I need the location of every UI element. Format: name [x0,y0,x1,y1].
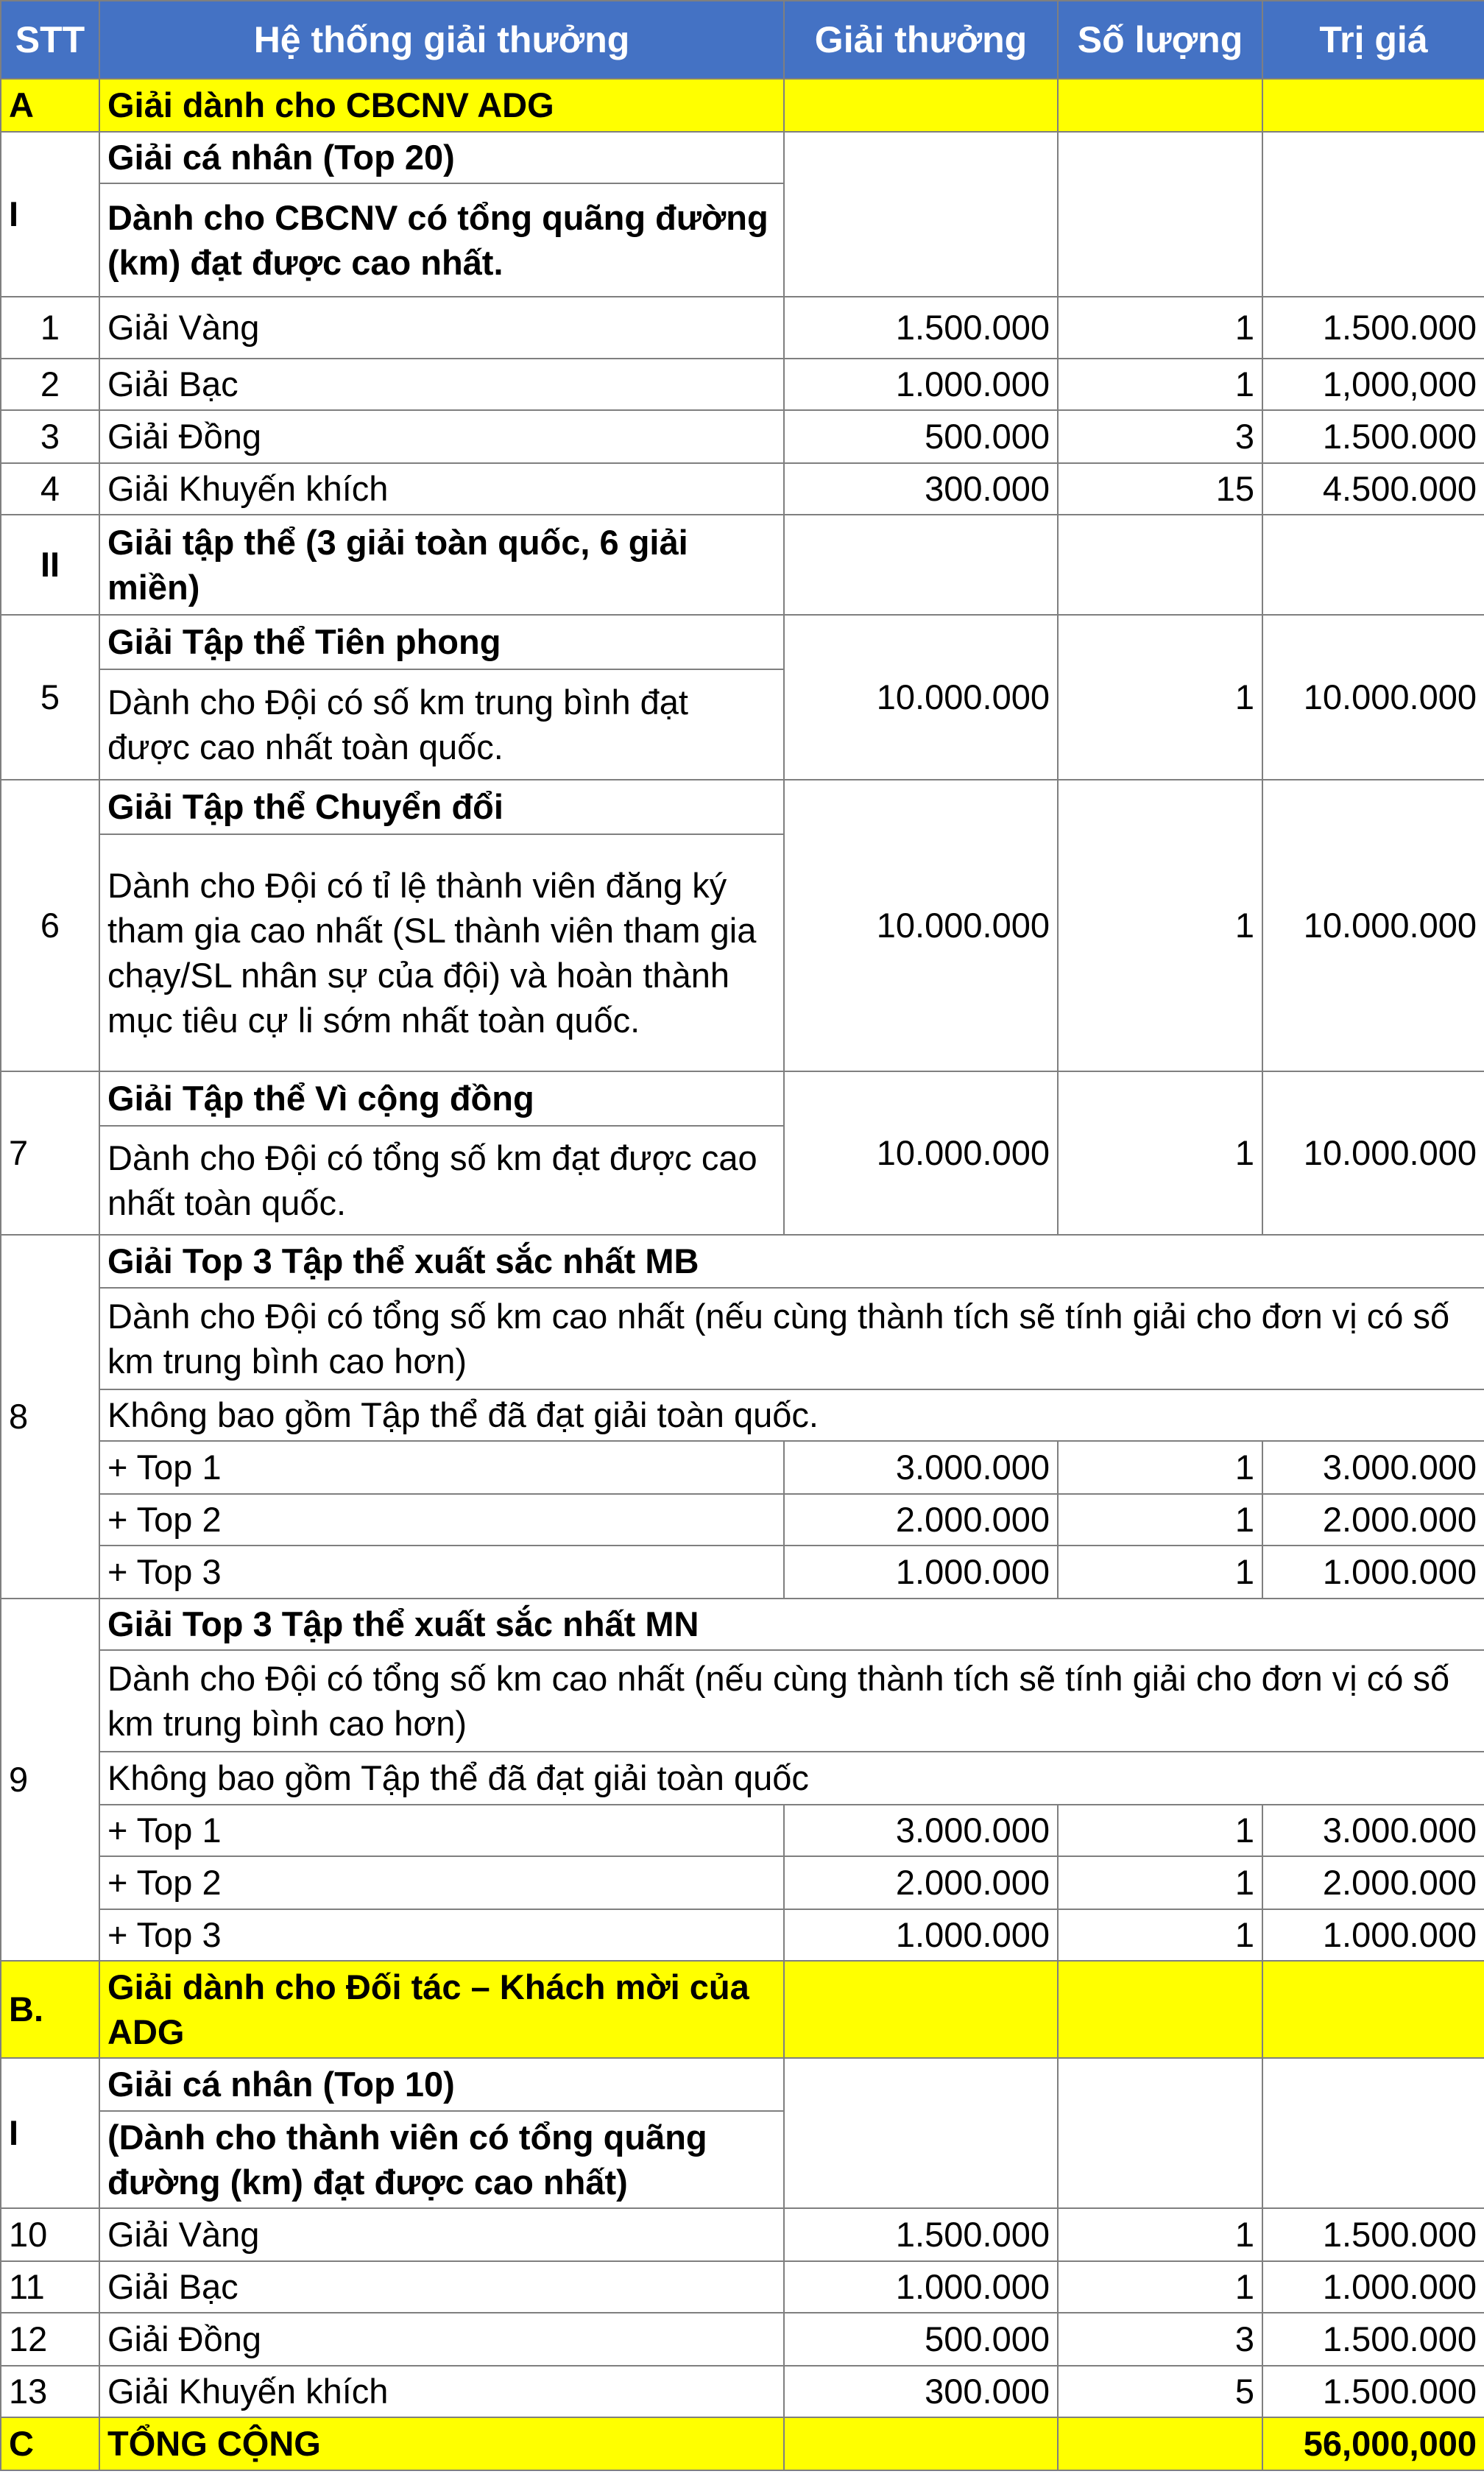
team-award-prize: 10.000.000 [784,615,1058,780]
section-b-title: Giải dành cho Đối tác – Khách mời của ADG [99,1961,784,2058]
row-stt: 11 [1,2261,99,2313]
top-name: + Top 2 [99,1856,784,1909]
table-row [1,1856,1484,1909]
table-row [1,2313,1484,2366]
row-name: Giải Vàng [99,297,784,359]
team-award-title: Giải Tập thể Chuyển đổi [99,780,784,834]
row-name: Giải Đồng [99,2313,784,2366]
row-name: Giải Khuyến khích [99,463,784,515]
region-award-desc-row [1,1650,1484,1752]
header-system: Hệ thống giải thưởng [99,1,784,79]
region-award-title-row [1,1599,1484,1650]
top-value: 1.000.000 [1262,1909,1484,1961]
group-a2-row [1,515,1484,615]
top-qty: 1 [1058,1909,1262,1961]
top-name: + Top 3 [99,1546,784,1599]
row-prize: 300.000 [784,463,1058,515]
row-stt: 10 [1,2208,99,2261]
table-row [1,2208,1484,2261]
team-award-title-row [1,615,1484,669]
total-value: 56,000,000 [1262,2417,1484,2470]
row-qty: 5 [1058,2366,1262,2417]
table-row [1,1546,1484,1599]
empty-cell [1058,79,1262,132]
table-row [1,1805,1484,1856]
region-award-desc-row [1,1288,1484,1389]
team-award-qty: 1 [1058,780,1262,1071]
empty-cell [1058,2058,1262,2208]
team-award-desc: Dành cho Đội có số km trung bình đạt được cao nhất toàn quốc. [99,669,784,780]
team-award-desc: Dành cho Đội có tổng số km đạt được cao nhất toàn quốc. [99,1126,784,1235]
region-award-note-row [1,1389,1484,1441]
region-award-title-row [1,1235,1484,1288]
row-qty: 3 [1058,410,1262,463]
table-row [1,297,1484,359]
empty-cell [1262,79,1484,132]
total-label: TỔNG CỘNG [99,2417,784,2470]
team-award-stt: 7 [1,1071,99,1235]
header-stt: STT [1,1,99,79]
top-value: 2.000.000 [1262,1856,1484,1909]
top-qty: 1 [1058,1805,1262,1856]
row-prize: 500.000 [784,410,1058,463]
empty-cell [784,2417,1058,2470]
group-b1-title: Giải cá nhân (Top 10) [99,2058,784,2111]
row-stt: 2 [1,359,99,410]
row-qty: 3 [1058,2313,1262,2366]
team-award-title-row [1,1071,1484,1126]
team-award-title: Giải Tập thể Vì cộng đồng [99,1071,784,1126]
empty-cell [784,1961,1058,2058]
row-prize: 1.500.000 [784,297,1058,359]
region-award-desc: Dành cho Đội có tổng số km cao nhất (nếu cùng thành tích sẽ tính giải cho đơn vị có số km trung bình cao hơn) [99,1288,1484,1389]
total-row [1,2417,1484,2470]
top-name: + Top 1 [99,1441,784,1494]
row-name: Giải Vàng [99,2208,784,2261]
group-a2-title: Giải tập thể (3 giải toàn quốc, 6 giải miền) [99,515,784,615]
section-a-title: Giải dành cho CBCNV ADG [99,79,784,132]
row-prize: 1.500.000 [784,2208,1058,2261]
row-prize: 1.000.000 [784,359,1058,410]
table-row [1,359,1484,410]
row-name: Giải Bạc [99,2261,784,2313]
top-value: 3.000.000 [1262,1805,1484,1856]
row-qty: 15 [1058,463,1262,515]
row-prize: 1.000.000 [784,2261,1058,2313]
total-stt: C [1,2417,99,2470]
top-prize: 3.000.000 [784,1441,1058,1494]
team-award-desc: Dành cho Đội có tỉ lệ thành viên đăng ký tham gia cao nhất (SL thành viên tham gia chạy/SL nhân sự của đội) và hoàn thành mục tiêu cự li sớm nhất toàn quốc. [99,834,784,1071]
row-name: Giải Bạc [99,359,784,410]
group-b1-title-row [1,2058,1484,2111]
region-award-stt: 9 [1,1599,99,1961]
row-value: 1.500.000 [1262,297,1484,359]
empty-cell [784,515,1058,615]
top-qty: 1 [1058,1856,1262,1909]
group-a1-title-row [1,132,1484,183]
team-award-prize: 10.000.000 [784,780,1058,1071]
group-a1-desc: Dành cho CBCNV có tổng quãng đường (km) đạt được cao nhất. [99,183,784,297]
table-header-row [1,1,1484,79]
team-award-stt: 5 [1,615,99,780]
team-award-value: 10.000.000 [1262,615,1484,780]
empty-cell [1058,515,1262,615]
empty-cell [784,2058,1058,2208]
row-value: 1.500.000 [1262,410,1484,463]
row-prize: 300.000 [784,2366,1058,2417]
region-award-title: Giải Top 3 Tập thể xuất sắc nhất MN [99,1599,1484,1650]
section-a-stt: A [1,79,99,132]
top-prize: 3.000.000 [784,1805,1058,1856]
row-qty: 1 [1058,2261,1262,2313]
header-value: Trị giá [1262,1,1484,79]
section-b-stt: B. [1,1961,99,2058]
team-award-stt: 6 [1,780,99,1071]
team-award-qty: 1 [1058,615,1262,780]
empty-cell [1058,2417,1262,2470]
header-prize: Giải thưởng [784,1,1058,79]
top-prize: 1.000.000 [784,1909,1058,1961]
row-stt: 13 [1,2366,99,2417]
header-quantity: Số lượng [1058,1,1262,79]
top-qty: 1 [1058,1494,1262,1546]
team-award-value: 10.000.000 [1262,1071,1484,1235]
empty-cell [1262,1961,1484,2058]
row-qty: 1 [1058,359,1262,410]
row-value: 1,000,000 [1262,359,1484,410]
team-award-title-row [1,780,1484,834]
top-value: 2.000.000 [1262,1494,1484,1546]
row-value: 1.500.000 [1262,2366,1484,2417]
top-prize: 1.000.000 [784,1546,1058,1599]
group-a2-stt: II [1,515,99,615]
top-qty: 1 [1058,1546,1262,1599]
row-prize: 500.000 [784,2313,1058,2366]
row-value: 1.000.000 [1262,2261,1484,2313]
empty-cell [1058,1961,1262,2058]
team-award-value: 10.000.000 [1262,780,1484,1071]
group-a1-title: Giải cá nhân (Top 20) [99,132,784,183]
top-value: 3.000.000 [1262,1441,1484,1494]
group-a1-stt: I [1,132,99,297]
top-name: + Top 1 [99,1805,784,1856]
section-b-row [1,1961,1484,2058]
row-name: Giải Đồng [99,410,784,463]
empty-cell [784,132,1058,297]
row-stt: 3 [1,410,99,463]
group-b1-stt: I [1,2058,99,2208]
section-a-row [1,79,1484,132]
empty-cell [1262,2058,1484,2208]
table-row [1,2366,1484,2417]
region-award-note-row [1,1752,1484,1805]
top-qty: 1 [1058,1441,1262,1494]
top-name: + Top 2 [99,1494,784,1546]
row-qty: 1 [1058,2208,1262,2261]
row-stt: 4 [1,463,99,515]
team-award-qty: 1 [1058,1071,1262,1235]
team-award-title: Giải Tập thể Tiên phong [99,615,784,669]
top-name: + Top 3 [99,1909,784,1961]
row-value: 4.500.000 [1262,463,1484,515]
row-stt: 12 [1,2313,99,2366]
empty-cell [784,79,1058,132]
row-name: Giải Khuyến khích [99,2366,784,2417]
table-row [1,1441,1484,1494]
top-value: 1.000.000 [1262,1546,1484,1599]
region-award-note: Không bao gồm Tập thể đã đạt giải toàn quốc. [99,1389,1484,1441]
top-prize: 2.000.000 [784,1494,1058,1546]
team-award-prize: 10.000.000 [784,1071,1058,1235]
table-row [1,1909,1484,1961]
top-prize: 2.000.000 [784,1856,1058,1909]
table-row [1,2261,1484,2313]
empty-cell [1262,132,1484,297]
table-row [1,1494,1484,1546]
group-b1-desc: (Dành cho thành viên có tổng quãng đường (km) đạt được cao nhất) [99,2111,784,2208]
table-row [1,463,1484,515]
region-award-note: Không bao gồm Tập thể đã đạt giải toàn quốc [99,1752,1484,1805]
empty-cell [1262,515,1484,615]
row-value: 1.500.000 [1262,2208,1484,2261]
empty-cell [1058,132,1262,297]
region-award-stt: 8 [1,1235,99,1599]
row-qty: 1 [1058,297,1262,359]
table-row [1,410,1484,463]
row-stt: 1 [1,297,99,359]
row-value: 1.500.000 [1262,2313,1484,2366]
region-award-title: Giải Top 3 Tập thể xuất sắc nhất MB [99,1235,1484,1288]
region-award-desc: Dành cho Đội có tổng số km cao nhất (nếu cùng thành tích sẽ tính giải cho đơn vị có số km trung bình cao hơn) [99,1650,1484,1752]
